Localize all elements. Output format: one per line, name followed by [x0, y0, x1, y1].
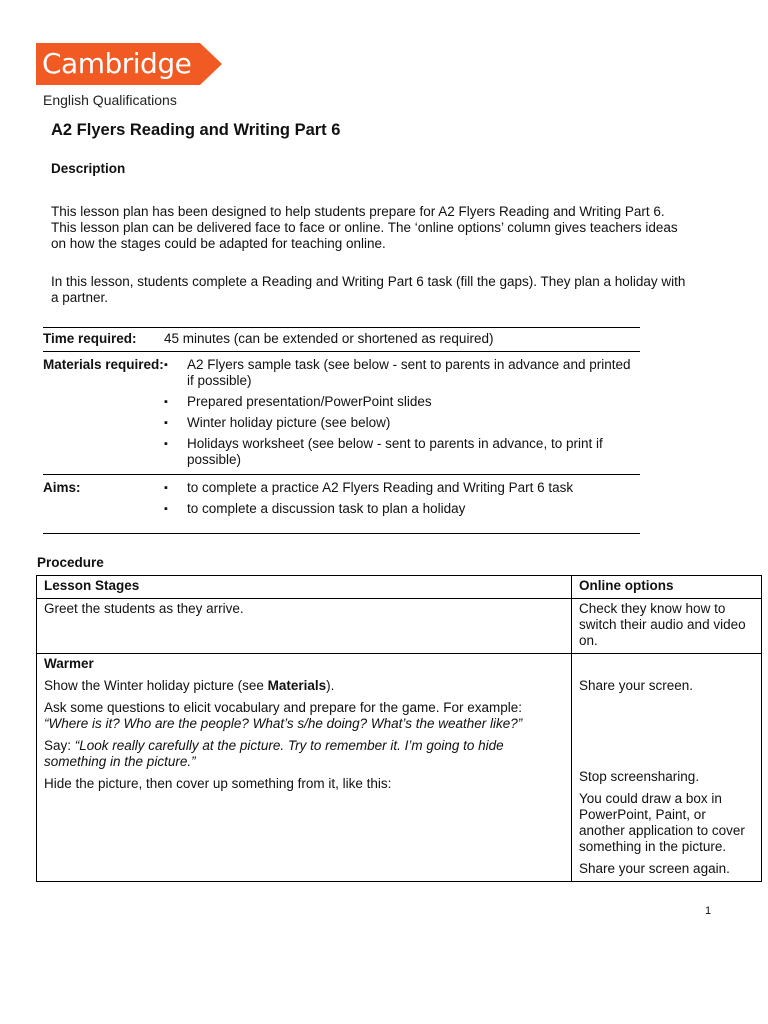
- warmer-show: Show the Winter holiday picture (see Materials).: [44, 678, 335, 693]
- description-paragraph-1: This lesson plan has been designed to help students prepare for A2 Flyers Reading and Writing Part 6. This lesson plan can be delivered face to face or online. The ‘online options’ column gives teachers ideas on how the stages could be adapted for teaching online.: [51, 204, 678, 251]
- lesson-info-table: [43, 327, 640, 534]
- procedure-table: [36, 575, 762, 882]
- materials-label: Materials required:: [43, 352, 164, 475]
- aims-row: [43, 475, 640, 534]
- procedure-header-row: [37, 576, 762, 599]
- greet-online: Check they know how to switch their audio and video on.: [572, 599, 762, 654]
- logo-subtitle: English Qualifications: [43, 92, 177, 108]
- page-number: 1: [705, 905, 712, 917]
- page-title: A2 Flyers Reading and Writing Part 6: [51, 121, 341, 139]
- warmer-ask: Ask some questions to elicit vocabulary and prepare for the game. For example: “Where is it? Who are the people? What’s s/he doing? What’s the weather like?”: [44, 700, 523, 731]
- online-share-again: Share your screen again.: [579, 861, 730, 876]
- aims-label: Aims:: [43, 475, 164, 534]
- online-options-header: Online options: [572, 576, 762, 599]
- warmer-row: [37, 654, 762, 882]
- materials-row: [43, 352, 640, 475]
- warmer-hide: Hide the picture, then cover up something from it, like this:: [44, 776, 392, 791]
- online-stop: Stop screensharing.: [579, 769, 700, 784]
- time-value: 45 minutes (can be extended or shortened as required): [164, 328, 640, 352]
- online-share: Share your screen.: [579, 678, 694, 693]
- time-label: Time required:: [43, 328, 164, 352]
- aims-item: ▪ to complete a practice A2 Flyers Reading and Writing Part 6 task: [164, 480, 640, 496]
- cambridge-logo: [36, 43, 222, 85]
- greet-stage: Greet the students as they arrive.: [37, 599, 572, 654]
- lesson-stages-header: Lesson Stages: [37, 576, 572, 599]
- materials-item: ▪ Winter holiday picture (see below): [164, 415, 640, 431]
- logo-brand-text: Cambridge: [42, 47, 192, 80]
- greet-row: [37, 599, 762, 654]
- description-paragraph-2: In this lesson, students complete a Reading and Writing Part 6 task (fill the gaps). They plan a holiday with a partner.: [51, 274, 686, 305]
- warmer-stage: [37, 654, 572, 882]
- materials-item: ▪ A2 Flyers sample task (see below - sent to parents in advance and printed if possible): [164, 357, 640, 389]
- materials-item: ▪ Prepared presentation/PowerPoint slides: [164, 394, 640, 410]
- aims-cell: [164, 475, 640, 534]
- description-heading: Description: [51, 161, 126, 176]
- warmer-online: [572, 654, 762, 882]
- materials-cell: [164, 352, 640, 475]
- warmer-heading: Warmer: [44, 656, 94, 671]
- materials-list: [164, 357, 640, 468]
- warmer-say: Say: “Look really carefully at the picture. Try to remember it. I’m going to hide something in the picture.”: [44, 738, 504, 769]
- online-draw: You could draw a box in PowerPoint, Paint, or another application to cover something in the picture.: [579, 791, 745, 854]
- aims-list: [164, 480, 640, 517]
- procedure-heading: Procedure: [37, 555, 104, 570]
- aims-item: ▪ to complete a discussion task to plan a holiday: [164, 501, 640, 517]
- time-row: [43, 328, 640, 352]
- materials-item: ▪ Holidays worksheet (see below - sent to parents in advance, to print if possible): [164, 436, 640, 468]
